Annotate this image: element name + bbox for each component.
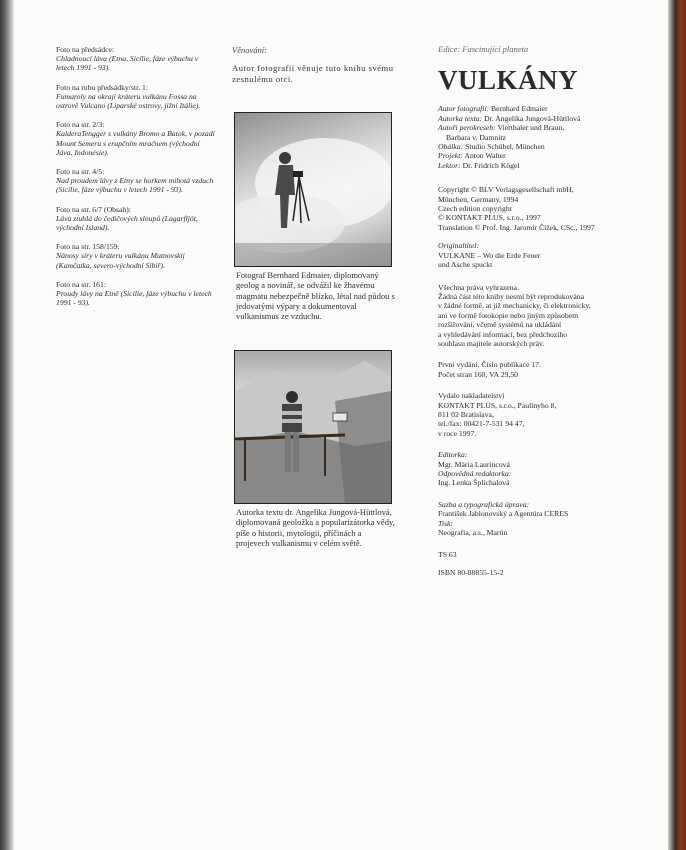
publisher-line: v roce 1997. [438,428,477,438]
rights-line: Všechna práva vyhrazena. [438,282,519,292]
author-caption: Autorka textu dr. Angelika Jungová-Hüttlová, diplomovaná geoložka a popularizátorka vědy, píše o historii, mytologii, příčinách a projevech vulkanismu v celém světě. [236,507,395,548]
author-photo [234,350,392,504]
credit-value: Studio Schübel, München [465,142,545,152]
photo-credit-heading: Foto na rubu předsádky/str. 1: [56,82,149,92]
print-value: Neografia, a.s., Martin [438,528,508,538]
rights-line: a vyhledávání informací, bez předchozího [438,329,568,339]
rights-line: souhlasu majitele autorských práv. [438,338,545,348]
photographer-photo [234,112,392,267]
typeset-label: Sazba a typografická úprava: [438,499,530,509]
credit-value: Dr. Fridrich Kögel [462,160,520,170]
editors-block [438,450,648,488]
credits-list [438,104,648,170]
copyright-line: Copyright © BLV Verlagsgesellschaft mbH, [438,185,574,195]
original-title-line-2: und Asche spuckt [438,260,493,270]
photo-credit-item [56,83,216,111]
copyright-line: Czech edition copyright [438,204,512,214]
production-block [438,500,648,538]
edition-line: Počet stran 160, VA 29,50 [438,369,519,379]
photo-credit-heading: Foto na str. 4/5: [56,167,105,177]
typeset-value: František Jablonovský a Agentúra CERES [438,509,569,519]
dedication-column [232,45,412,84]
editor-value: Mgr. Mária Laurincová [438,459,510,469]
credit-value: Barbara v. Damnitz [446,132,506,142]
photo-credit-heading: Foto na str. 2/3: [56,120,105,130]
copyright-line: München, Germany, 1994 [438,194,519,204]
photo-credit-caption: Nánosy síry v kráteru vulkánu Mutnovskij (Kamčatka, severo-východní Sibiř). [56,251,185,270]
series-title: Edice: Fascinující planeta [438,44,529,54]
resp-editor-line [438,469,648,488]
credit-row [438,123,648,132]
photo-credit-caption: Láva ztuhlá do čedičových sloupů (Lagarfljót, východní Island). [56,213,198,233]
credit-value: Vierthaler und Braun, [497,123,565,133]
original-title-value: VULKANE – Wo die Erde Feuer [438,250,541,260]
photo-credit-heading: Foto na str. 158/159: [56,242,120,252]
credit-value: Anton Walter [464,151,506,161]
book-binding-edge [0,0,14,850]
print-label: Tisk: [438,518,453,528]
rights-line: Žádná část této knihy nesmí být reprodukována [438,291,585,301]
credit-label: Autoři perokreseb: [438,123,496,133]
publisher-line: KONTAKT PLUS, s.r.o., Paulínyho 8, [438,400,557,410]
edition-line: První vydání. Číslo publikace 17. [438,360,541,370]
credit-label: Lektor: [438,160,461,170]
photo-credit-heading: Foto na str. 6/7 (Obsah): [56,204,131,214]
credit-label: Projekt: [438,151,463,161]
editor-label: Editorka: [438,450,468,460]
credit-row [438,133,648,142]
copyright-line: © KONTAKT PLUS, s.r.o., 1997 [438,213,541,223]
photo-credit-caption: Nad proudem lávy z Etny se horkem mihotá vzduch (Sicílie, fáze výbuchu v letech 1991 - 93). [56,176,214,195]
imprint-column [438,45,648,577]
edition-block [438,360,648,379]
credit-row [438,104,648,113]
copyright-line: Translation © Prof. Ing. Jaromír Čížek, CSc., 1997 [438,222,595,232]
credit-label: Autor fotografií: [438,104,490,114]
photo-credit-item [56,242,216,270]
photographer-photo-illustration [235,113,391,266]
original-title-block [438,241,648,269]
isbn: ISBN 80-88855-15-2 [438,567,504,577]
original-title-label: Originaltitel: [438,241,479,251]
rights-line: v žádné formě, at již mechanicky, či elektronicky, [438,301,591,311]
credit-row [438,142,648,151]
book-page [10,0,668,850]
resp-editor-label: Odpovědná redaktorka: [438,469,512,478]
rights-block [438,283,648,349]
photographer-caption: Fotograf Bernhard Edmaier, diplomovaný geolog a novinář, se odvážil ke žhavému magmatu nebezpečně blízko, létal nad půdou s jedovatými výpary a dokumentoval vulkanismus ze vzduchu. [236,270,395,322]
photo-credits-column [56,45,216,317]
dedication-title: Věnování: [232,45,267,55]
publisher-block [438,391,648,438]
photo-credit-item [56,205,216,233]
editor-line [438,450,648,469]
publisher-line: Vydalo nakladatelství [438,391,505,401]
photo-credit-caption: Proudy lávy na Etně (Sicílie, fáze výbuchu v letech 1991 - 93). [56,289,212,308]
photo-credit-item [56,280,216,308]
rights-line: rozšiřování, včetně systémů na ukládání [438,320,562,330]
credit-row [438,161,648,170]
rights-line: ani ve formě fotokopie nebo jiným způsobem [438,310,579,320]
photo-credit-caption: Chladnoucí láva (Etna, Sicílie, fáze výbuchu v letech 1991 - 93). [56,54,199,73]
publisher-line: 811 02 Bratislava, [438,409,494,419]
credit-value: Dr. Angelika Jungová-Hüttlová [484,113,581,123]
credit-row [438,114,648,123]
photo-credit-item [56,45,216,73]
credit-value: Bernhard Edmaier [490,104,548,114]
resp-editor-value: Ing. Lenka Šplíchalová [438,478,510,488]
photo-credit-caption: Fumaroly na okraji kráteru vulkánu Fossa na ostrově Vulcano (Liparské ostrovy, jižní Itálie). [56,91,201,111]
photo-credit-heading: Foto na str. 161: [56,279,106,289]
dedication-text: Autor fotografií věnuje tuto knihu svému zesnulému otci. [232,63,394,84]
photo-credit-heading: Foto na předsádce: [56,45,115,54]
author-photo-illustration [235,351,391,503]
credit-label: Autorka textu: [438,113,483,123]
photo-credit-item [56,167,216,195]
credit-label: Obálka: [438,142,464,152]
ts-code: TS 63 [438,550,457,560]
credit-row [438,151,648,160]
photo-credit-item [56,120,216,157]
facing-page-edge [668,0,686,850]
print-line [438,519,648,538]
photo-credit-caption: KalderaTengger s vulkány Bromo a Batok, v pozadí Mount Semeru s erupčním mračnem (východní Jáva, Indonésie). [56,129,215,157]
book-title: VULKÁNY [438,65,579,96]
original-title-line [438,241,648,260]
publisher-line: tel./fax: 00421-7-531 94 47, [438,419,525,429]
copyright-block [438,185,648,232]
